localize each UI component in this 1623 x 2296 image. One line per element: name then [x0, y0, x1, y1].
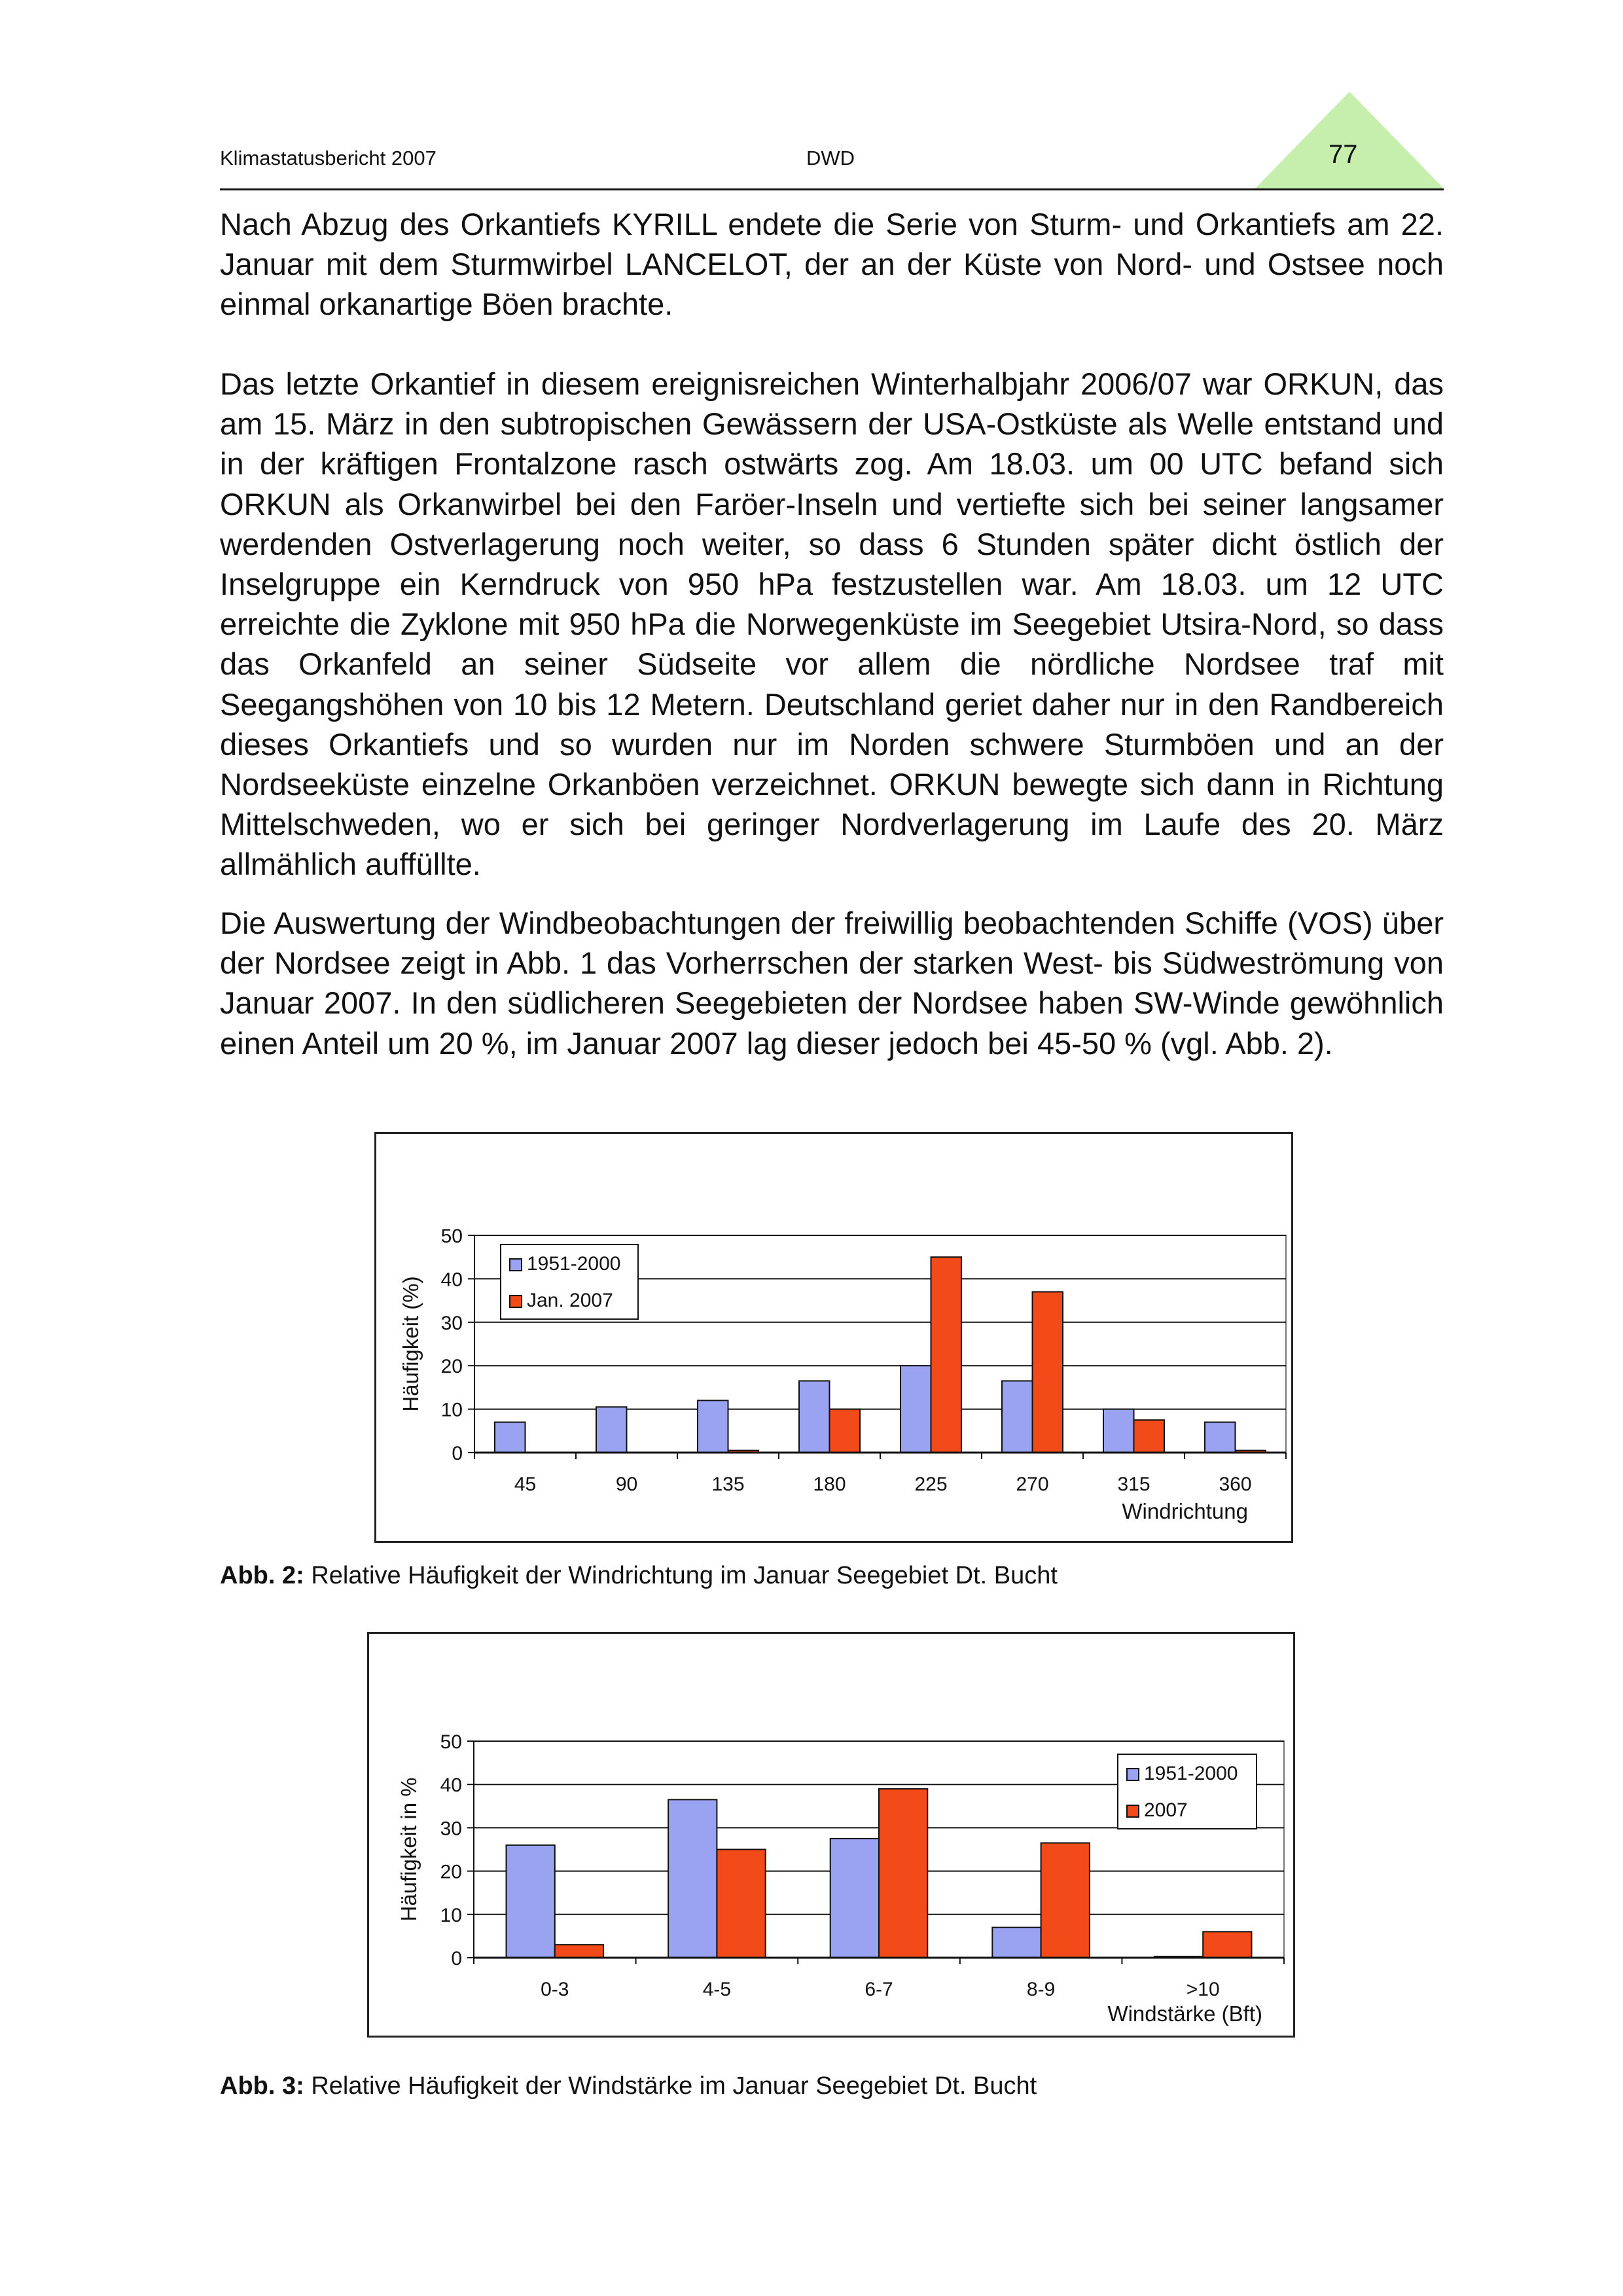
figure-2-caption-text: Relative Häufigkeit der Windrichtung im Januar Seegebiet Dt. Bucht	[304, 1562, 1058, 1589]
y-tick-label: 0	[451, 1948, 462, 1969]
x-tick-label: 360	[1219, 1474, 1252, 1495]
y-tick-label: 50	[440, 1226, 463, 1247]
body-paragraph-3: Die Auswertung der Windbeobachtungen der freiwillig beobachtenden Schiffe (VOS) über der Nordsee zeigt in Abb. 1 das Vorherrschen der starken West- bis Südweströmung von Januar 2007. In den südlicheren Seegebieten der Nordsee haben SW-Winde gewöhnlich einen Anteil um 20 %, im Januar 2007 lag dieser jedoch bei 45-50 % (vgl. Abb. 2).	[220, 906, 1444, 1061]
bar-2007	[879, 1789, 927, 1958]
bar-jan-2007	[931, 1257, 962, 1453]
bar-1951-2000	[596, 1407, 627, 1453]
figure-3-caption-text: Relative Häufigkeit der Windstärke im Januar Seegebiet Dt. Bucht	[304, 2072, 1037, 2100]
y-tick-label: 20	[440, 1861, 462, 1883]
y-tick-label: 30	[440, 1818, 462, 1840]
figure-2-caption	[220, 1562, 1058, 1590]
y-tick-label: 40	[440, 1775, 462, 1797]
x-tick-label: 6-7	[865, 1979, 893, 2000]
bar-1951-2000	[1103, 1409, 1134, 1453]
figure-3-label: Abb. 3:	[220, 2072, 304, 2100]
x-tick-label: 135	[711, 1474, 745, 1495]
y-tick-label: 20	[440, 1356, 463, 1378]
wind-direction-bar-chart	[376, 1134, 1291, 1541]
header-rule	[220, 188, 1444, 190]
y-tick-label: 50	[440, 1731, 462, 1753]
bar-jan-2007	[1134, 1420, 1165, 1453]
bar-2007	[555, 1945, 603, 1958]
legend-label: 1951-2000	[1144, 1763, 1238, 1784]
x-tick-label: 315	[1117, 1474, 1150, 1495]
page-number: 77	[1329, 140, 1358, 169]
x-tick-label: 180	[813, 1474, 846, 1495]
figure-wind-direction-chart	[374, 1132, 1293, 1543]
y-tick-label: 10	[440, 1399, 463, 1421]
y-tick-label: 40	[440, 1269, 463, 1291]
legend-swatch	[510, 1259, 522, 1271]
bar-2007	[1041, 1843, 1090, 1958]
x-tick-label: 4-5	[702, 1979, 732, 2000]
body-paragraph-2: Das letzte Orkantief in diesem ereignisreichen Winterhalbjahr 2006/07 war ORKUN, das am 15. März in den subtropischen Gewässern der USA-Ostküste als Welle entstand und in der kräftigen Frontalzone rasch ostwärts zog. Am 18.03. um 00 UTC befand sich ORKUN als Orkanwirbel bei den Faröer-Inseln und vertiefte sich bei seiner langsamer werdenden Ostverlagerung noch weiter, so dass 6 Stunden später dicht östlich der Inselgruppe ein Kerndruck von 950 hPa festzustellen war. Am 18.03. um 12 UTC erreichte die Zyklone mit 950 hPa die Norwegenküste im Seegebiet Utsira-Nord, so dass das Orkanfeld an seiner Südseite vor allem die nördliche Nordsee traf mit Seegangshöhen von 10 bis 12 Metern. Deutschland geriet daher nur in den Randbereich dieses Orkantiefs und so wurden nur im Norden schwere Sturmböen und an der Nordseeküste einzelne Orkanböen verzeichnet. ORKUN bewegte sich dann in Richtung Mittelschweden, wo er sich bei geringer Nordverlagerung im Laufe des 20. März allmählich auffüllte.	[220, 366, 1444, 882]
x-tick-label: 270	[1016, 1474, 1049, 1495]
legend-swatch	[1127, 1769, 1139, 1780]
x-axis-title: Windstärke (Bft)	[1107, 2002, 1262, 2026]
legend-swatch	[510, 1296, 522, 1307]
y-tick-label: 30	[440, 1312, 463, 1334]
legend-swatch	[1127, 1805, 1139, 1817]
bar-jan-2007	[830, 1409, 861, 1453]
wind-force-bar-chart	[369, 1634, 1293, 2036]
figure-3-caption	[220, 2072, 1037, 2100]
x-tick-label: >10	[1186, 1979, 1220, 2000]
x-tick-label: 225	[914, 1474, 948, 1495]
legend-label: 2007	[1144, 1799, 1188, 1821]
bar-1951-2000	[799, 1381, 830, 1453]
x-tick-label: 45	[514, 1474, 537, 1495]
legend-label: 1951-2000	[527, 1253, 621, 1275]
bar-1951-2000	[830, 1839, 879, 1958]
y-tick-label: 10	[440, 1904, 462, 1926]
bar-1951-2000	[1205, 1422, 1236, 1453]
bar-1951-2000	[992, 1928, 1041, 1958]
bar-1951-2000	[698, 1400, 728, 1453]
header-organization: DWD	[806, 147, 855, 169]
x-tick-label: 8-9	[1026, 1979, 1056, 2000]
y-tick-label: 0	[452, 1443, 463, 1464]
bar-2007	[717, 1850, 765, 1958]
bar-1951-2000	[668, 1799, 717, 1958]
bar-1951-2000	[901, 1366, 931, 1453]
x-tick-label: 0-3	[541, 1979, 569, 2000]
legend-label: Jan. 2007	[527, 1290, 613, 1311]
bar-2007	[1203, 1932, 1251, 1958]
header-report-title: Klimastatusbericht 2007	[220, 147, 437, 169]
bar-jan-2007	[1033, 1292, 1063, 1453]
y-axis-title: Häufigkeit (%)	[399, 1276, 423, 1412]
bar-1951-2000	[507, 1845, 555, 1958]
bar-1951-2000	[1002, 1381, 1033, 1453]
figure-2-label: Abb. 2:	[220, 1562, 304, 1589]
body-paragraph-1: Nach Abzug des Orkantiefs KYRILL endete die Serie von Sturm- und Orkantiefs am 22. Januar mit dem Sturmwirbel LANCELOT, der an der Küste von Nord- und Ostsee noch einmal orkanartige Böen brachte.	[220, 207, 1444, 322]
figure-wind-force-chart	[367, 1632, 1295, 2038]
x-axis-title: Windrichtung	[1122, 1499, 1248, 1523]
x-tick-label: 90	[615, 1474, 638, 1495]
y-axis-title: Häufigkeit in %	[397, 1777, 421, 1922]
bar-1951-2000	[495, 1422, 526, 1453]
